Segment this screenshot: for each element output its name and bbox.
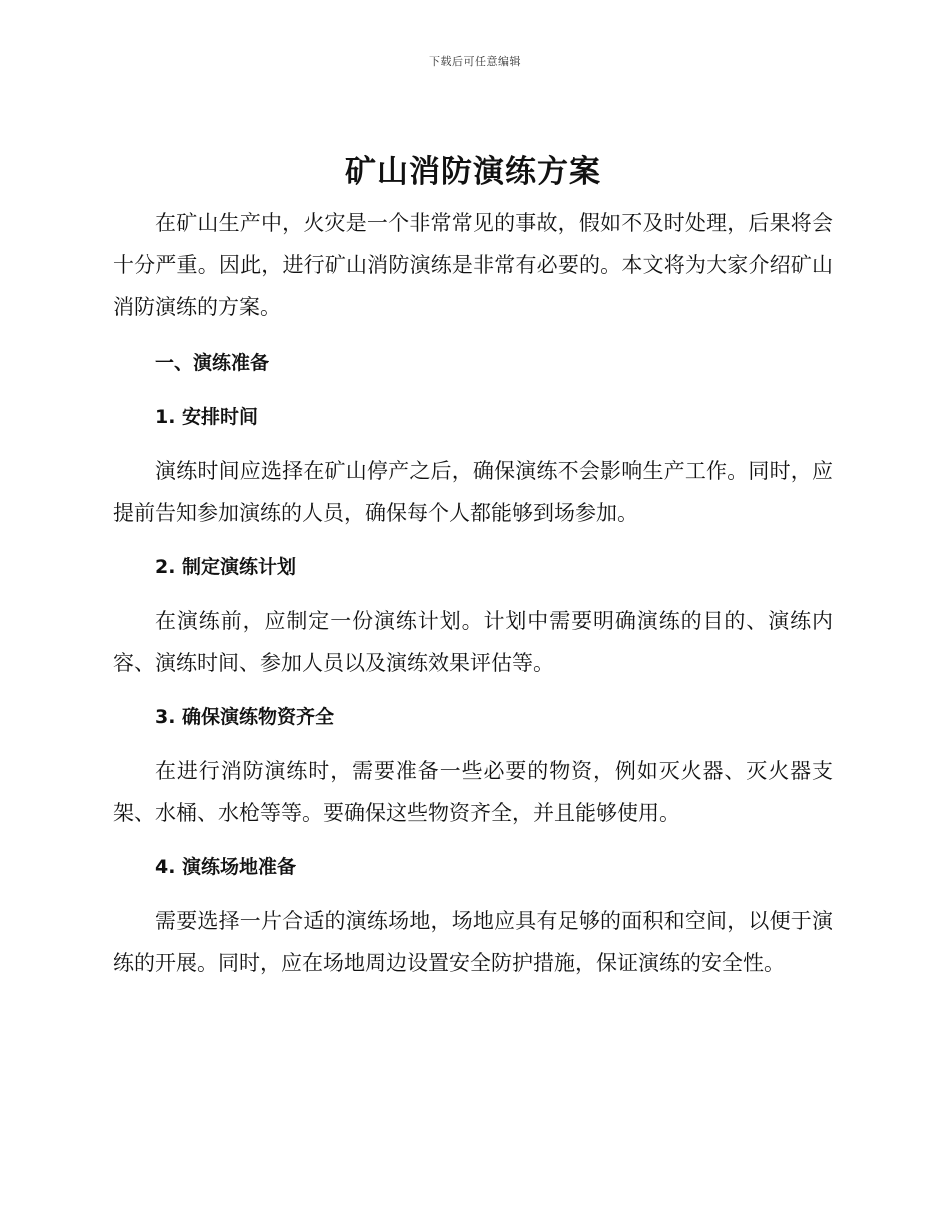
subsection-paragraph-4: 需要选择一片合适的演练场地，场地应具有足够的面积和空间，以便于演练的开展。同时，应在场地周边设置安全防护措施，保证演练的安全性。 <box>113 909 833 975</box>
subsection-heading-4: 4. 演练场地准备 <box>155 856 297 878</box>
subsection-paragraph-3: 在进行消防演练时，需要准备一些必要的物资，例如灭火器、灭火器支架、水桶、水枪等等。要确保这些物资齐全，并且能够使用。 <box>113 759 833 825</box>
subsection-paragraph-1: 演练时间应选择在矿山停产之后，确保演练不会影响生产工作。同时，应提前告知参加演练的人员，确保每个人都能够到场参加。 <box>113 459 833 525</box>
intro-paragraph: 在矿山生产中，火灾是一个非常常见的事故，假如不及时处理，后果将会十分严重。因此，进行矿山消防演练是非常有必要的。本文将为大家介绍矿山消防演练的方案。 <box>113 211 833 319</box>
subsection-heading-2: 2. 制定演练计划 <box>155 556 297 578</box>
document-title: 矿山消防演练方案 <box>345 154 601 190</box>
header-note: 下载后可任意编辑 <box>429 55 521 68</box>
section-heading: 一、演练准备 <box>155 352 270 374</box>
subsection-heading-1: 1. 安排时间 <box>155 406 259 428</box>
document-content <box>113 150 833 984</box>
subsection-paragraph-2: 在演练前，应制定一份演练计划。计划中需要明确演练的目的、演练内容、演练时间、参加人员以及演练效果评估等。 <box>113 609 833 675</box>
subsection-heading-3: 3. 确保演练物资齐全 <box>155 706 335 728</box>
